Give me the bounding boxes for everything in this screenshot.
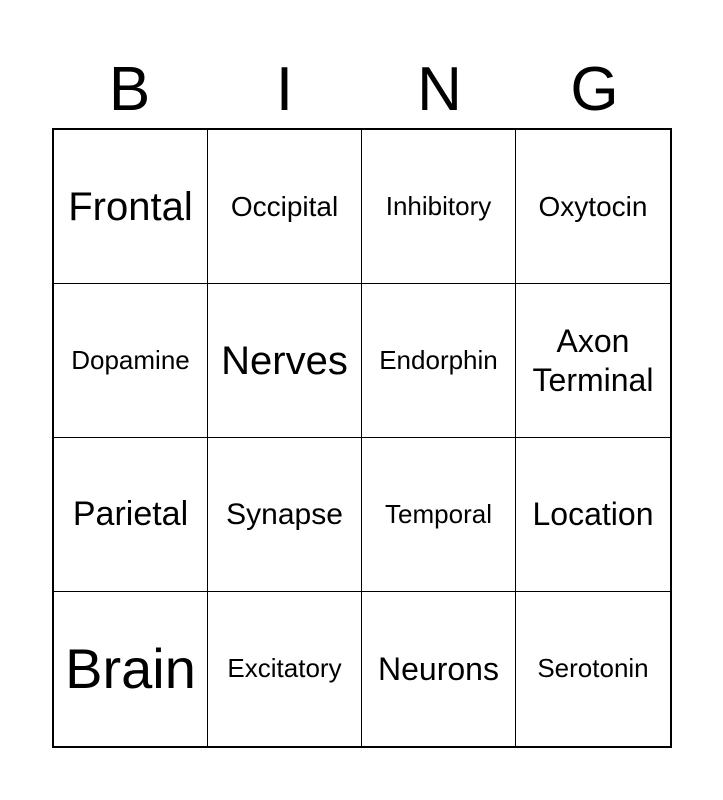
- cell-label: Excitatory: [227, 653, 342, 684]
- cell-label: Parietal: [72, 495, 189, 534]
- header-letter-g: G: [570, 55, 619, 124]
- bingo-header: [52, 55, 672, 125]
- bingo-cell[interactable]: [362, 130, 516, 284]
- cell-label: Neurons: [378, 650, 499, 687]
- bingo-cell[interactable]: [54, 284, 208, 438]
- cell-label: Oxytocin: [538, 190, 648, 222]
- bingo-cell[interactable]: [362, 284, 516, 438]
- cell-label: Endorphin: [379, 344, 498, 375]
- bingo-board: [52, 128, 672, 748]
- bingo-cell[interactable]: [208, 284, 362, 438]
- bingo-cell[interactable]: [54, 438, 208, 592]
- cell-label: Serotonin: [537, 653, 649, 684]
- header-letter-b: B: [108, 55, 151, 124]
- header-letter-i: I: [275, 55, 294, 124]
- cell-label: Occipital: [230, 190, 339, 222]
- cell-label: Axon Terminal: [532, 323, 654, 398]
- bingo-cell[interactable]: [54, 592, 208, 746]
- cell-label: Inhibitory: [385, 190, 492, 221]
- bingo-cell[interactable]: [362, 592, 516, 746]
- bingo-cell[interactable]: [516, 438, 670, 592]
- bingo-cell[interactable]: [516, 592, 670, 746]
- cell-label: Location: [532, 496, 654, 533]
- cell-label: Frontal: [68, 184, 193, 229]
- cell-label: Nerves: [221, 338, 348, 383]
- cell-label: Brain: [65, 637, 196, 701]
- cell-label: Synapse: [226, 497, 343, 531]
- cell-label: Dopamine: [71, 344, 190, 375]
- bingo-cell[interactable]: [208, 592, 362, 746]
- bingo-cell[interactable]: [362, 438, 516, 592]
- bingo-cell[interactable]: [208, 130, 362, 284]
- header-letter-n: N: [417, 55, 462, 124]
- cell-label: Temporal: [385, 498, 492, 529]
- bingo-cell[interactable]: [208, 438, 362, 592]
- bingo-cell[interactable]: [516, 130, 670, 284]
- bingo-cell[interactable]: [54, 130, 208, 284]
- bingo-cell[interactable]: [516, 284, 670, 438]
